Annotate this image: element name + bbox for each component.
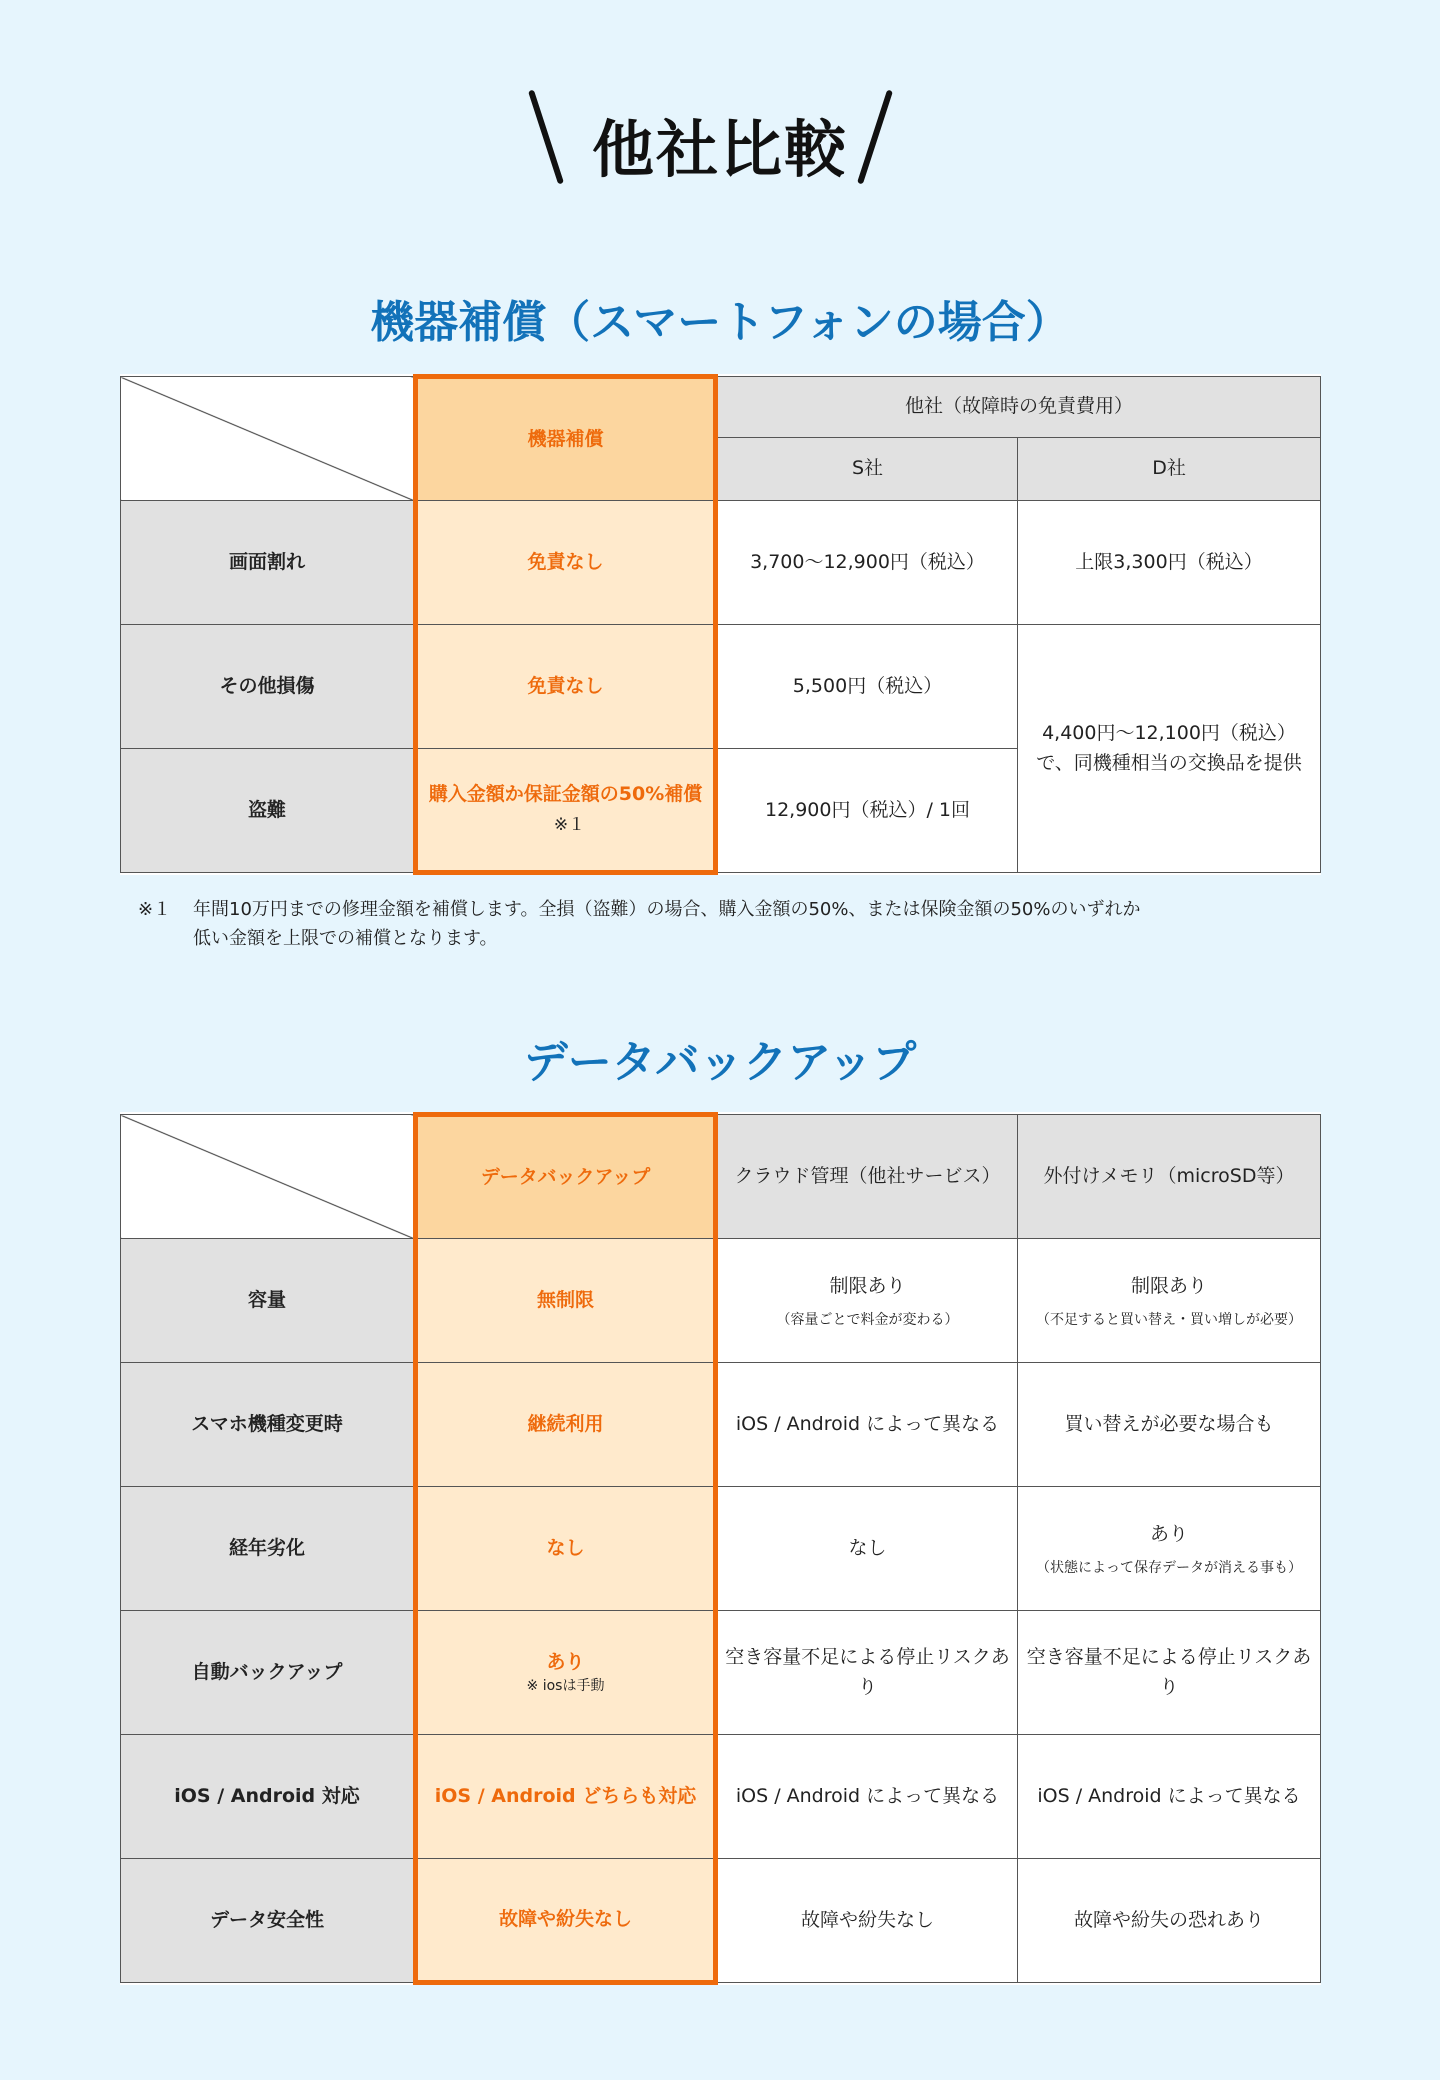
own-cell-text: 購入金額か保証金額の50%補償: [428, 783, 703, 806]
s-cell: 5,500円（税込）: [716, 625, 1018, 749]
row-label: iOS / Android 対応: [121, 1735, 416, 1859]
cloud-cell-note: （容量ごとで料金が変わる）: [776, 1312, 959, 1329]
row-label: 自動バックアップ: [121, 1611, 416, 1735]
cloud-cell: iOS / Android によって異なる: [716, 1735, 1018, 1859]
table-row: [121, 1487, 1321, 1611]
external-cell-note: （不足すると買い替え・買い増しが必要）: [1036, 1312, 1302, 1329]
external-cell: iOS / Android によって異なる: [1018, 1735, 1321, 1859]
cloud-cell: なし: [716, 1487, 1018, 1611]
external-cell-text: あり: [1149, 1522, 1188, 1545]
data-backup-table: [120, 1112, 1321, 1985]
own-column-header: 機器補償: [416, 377, 716, 501]
s-cell: 3,700〜12,900円（税込）: [716, 501, 1018, 625]
own-cell: [416, 749, 716, 873]
row-label: データ安全性: [121, 1859, 416, 1983]
table-row: [121, 501, 1321, 625]
cloud-cell: 故障や紛失なし: [716, 1859, 1018, 1983]
row-label: 容量: [121, 1239, 416, 1363]
s-cell: 12,900円（税込）/ 1回: [716, 749, 1018, 873]
table-row: [121, 1859, 1321, 1983]
own-cell-text: あり: [546, 1650, 585, 1673]
row-label: その他損傷: [121, 625, 416, 749]
table-row: [121, 1611, 1321, 1735]
table-row: [121, 1735, 1321, 1859]
d-cell-merged: 4,400円〜12,100円（税込）で、同機種相当の交換品を提供: [1018, 625, 1321, 873]
footnote-mark: ※１: [553, 814, 586, 835]
page-title: 他社比較: [591, 113, 848, 186]
own-cell: 継続利用: [416, 1363, 716, 1487]
own-cell: 故障や紛失なし: [416, 1859, 716, 1983]
table-corner-cell: [121, 1115, 416, 1239]
own-cell: 無制限: [416, 1239, 716, 1363]
column-header-d: D社: [1018, 438, 1321, 501]
own-cell: なし: [416, 1487, 716, 1611]
own-cell: [416, 1611, 716, 1735]
column-header-external: 外付けメモリ（microSD等）: [1018, 1115, 1321, 1239]
row-label: 画面割れ: [121, 501, 416, 625]
footnote-text-line1: 年間10万円までの修理金額を補償します。全損（盗難）の場合、購入金額の50%、または保険金額の50%のいずれか: [193, 899, 1141, 920]
device-protection-table: [120, 374, 1321, 875]
footnote-label: ※１: [138, 899, 172, 920]
external-cell: [1018, 1487, 1321, 1611]
own-column-header: データバックアップ: [416, 1115, 716, 1239]
external-cell: 空き容量不足による停止リスクあり: [1018, 1611, 1321, 1735]
own-cell: iOS / Android どちらも対応: [416, 1735, 716, 1859]
cloud-cell: [716, 1239, 1018, 1363]
table-corner-cell: [121, 377, 416, 501]
others-column-header: 他社（故障時の免責費用）: [716, 377, 1321, 438]
section-title-device-protection: 機器補償（スマートフォンの場合）: [370, 297, 1070, 348]
footnote-text-line2: 低い金額を上限での補償となります。: [193, 927, 498, 949]
page-heading: [0, 82, 1440, 192]
external-cell-note: （状態によって保存データが消える事も）: [1036, 1560, 1302, 1577]
table-row: [121, 625, 1321, 749]
section-title-data-backup: データバックアップ: [523, 1037, 917, 1088]
own-cell: 免責なし: [416, 501, 716, 625]
row-label: 経年劣化: [121, 1487, 416, 1611]
column-header-s: S社: [716, 438, 1018, 501]
column-header-cloud: クラウド管理（他社サービス）: [716, 1115, 1018, 1239]
footnote: [138, 896, 1140, 954]
row-label: スマホ機種変更時: [121, 1363, 416, 1487]
table-row: [121, 1363, 1321, 1487]
own-cell-note: ※ iosは手動: [526, 1678, 605, 1695]
own-cell: 免責なし: [416, 625, 716, 749]
d-cell: 上限3,300円（税込）: [1018, 501, 1321, 625]
external-cell-text: 制限あり: [1130, 1274, 1207, 1297]
external-cell: [1018, 1239, 1321, 1363]
cloud-cell-text: 制限あり: [829, 1274, 906, 1297]
row-label: 盗難: [121, 749, 416, 873]
external-cell: 買い替えが必要な場合も: [1018, 1363, 1321, 1487]
cloud-cell: iOS / Android によって異なる: [716, 1363, 1018, 1487]
cloud-cell: 空き容量不足による停止リスクあり: [716, 1611, 1018, 1735]
table-row: [121, 1239, 1321, 1363]
external-cell: 故障や紛失の恐れあり: [1018, 1859, 1321, 1983]
